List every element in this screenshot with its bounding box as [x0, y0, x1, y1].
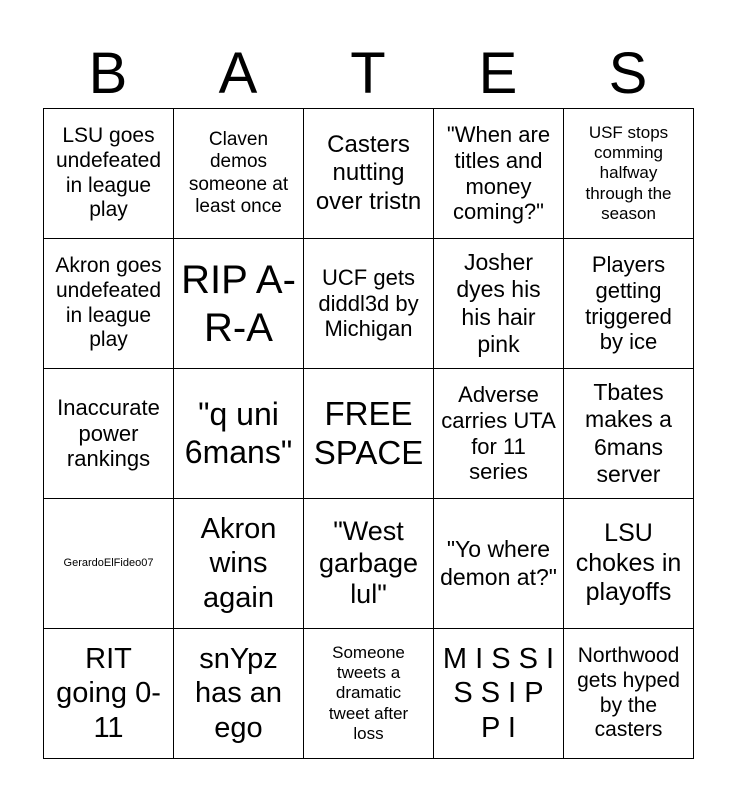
- bingo-cell[interactable]: Claven demos someone at least once: [174, 109, 304, 239]
- bingo-cell[interactable]: snYpz has an ego: [174, 629, 304, 759]
- bingo-board: [43, 108, 694, 759]
- header-letter-b: B: [88, 41, 128, 106]
- bingo-cell[interactable]: Akron goes undefeated in league play: [44, 239, 174, 369]
- bingo-cell[interactable]: "West garbage lul": [304, 499, 434, 629]
- board-row: [44, 499, 694, 629]
- board-row: [44, 369, 694, 499]
- bingo-cell[interactable]: Adverse carries UTA for 11 series: [434, 369, 564, 499]
- bingo-cell[interactable]: Players getting triggered by ice: [564, 239, 694, 369]
- header-letter-s: S: [608, 41, 648, 106]
- board-row: [44, 239, 694, 369]
- bingo-cell[interactable]: Josher dyes his his hair pink: [434, 239, 564, 369]
- bingo-cell[interactable]: LSU chokes in playoffs: [564, 499, 694, 629]
- bingo-cell[interactable]: FREE SPACE: [304, 369, 434, 499]
- bingo-cell[interactable]: Akron wins again: [174, 499, 304, 629]
- bingo-cell[interactable]: GerardoElFideo07: [44, 499, 174, 629]
- bingo-cell[interactable]: Inaccurate power rankings: [44, 369, 174, 499]
- bingo-cell[interactable]: M I S S I S S I P P I: [434, 629, 564, 759]
- bingo-cell[interactable]: RIP A-R-A: [174, 239, 304, 369]
- header-letter-a: A: [218, 41, 258, 106]
- bingo-cell[interactable]: USF stops comming halfway through the season: [564, 109, 694, 239]
- bingo-cell[interactable]: Tbates makes a 6mans server: [564, 369, 694, 499]
- bingo-cell[interactable]: "q uni 6mans": [174, 369, 304, 499]
- bingo-cell[interactable]: RIT going 0-11: [44, 629, 174, 759]
- bingo-cell[interactable]: Northwood gets hyped by the casters: [564, 629, 694, 759]
- header-letter-e: E: [478, 41, 518, 106]
- bingo-cell[interactable]: Casters nutting over tristn: [304, 109, 434, 239]
- bingo-cell[interactable]: "When are titles and money coming?": [434, 109, 564, 239]
- bingo-cell[interactable]: LSU goes undefeated in league play: [44, 109, 174, 239]
- bingo-cell[interactable]: "Yo where demon at?": [434, 499, 564, 629]
- header-letter-t: T: [350, 41, 386, 106]
- board-row: [44, 629, 694, 759]
- bingo-header: [43, 40, 693, 108]
- bingo-cell[interactable]: Someone tweets a dramatic tweet after loss: [304, 629, 434, 759]
- bingo-cell[interactable]: UCF gets diddl3d by Michigan: [304, 239, 434, 369]
- board-row: [44, 109, 694, 239]
